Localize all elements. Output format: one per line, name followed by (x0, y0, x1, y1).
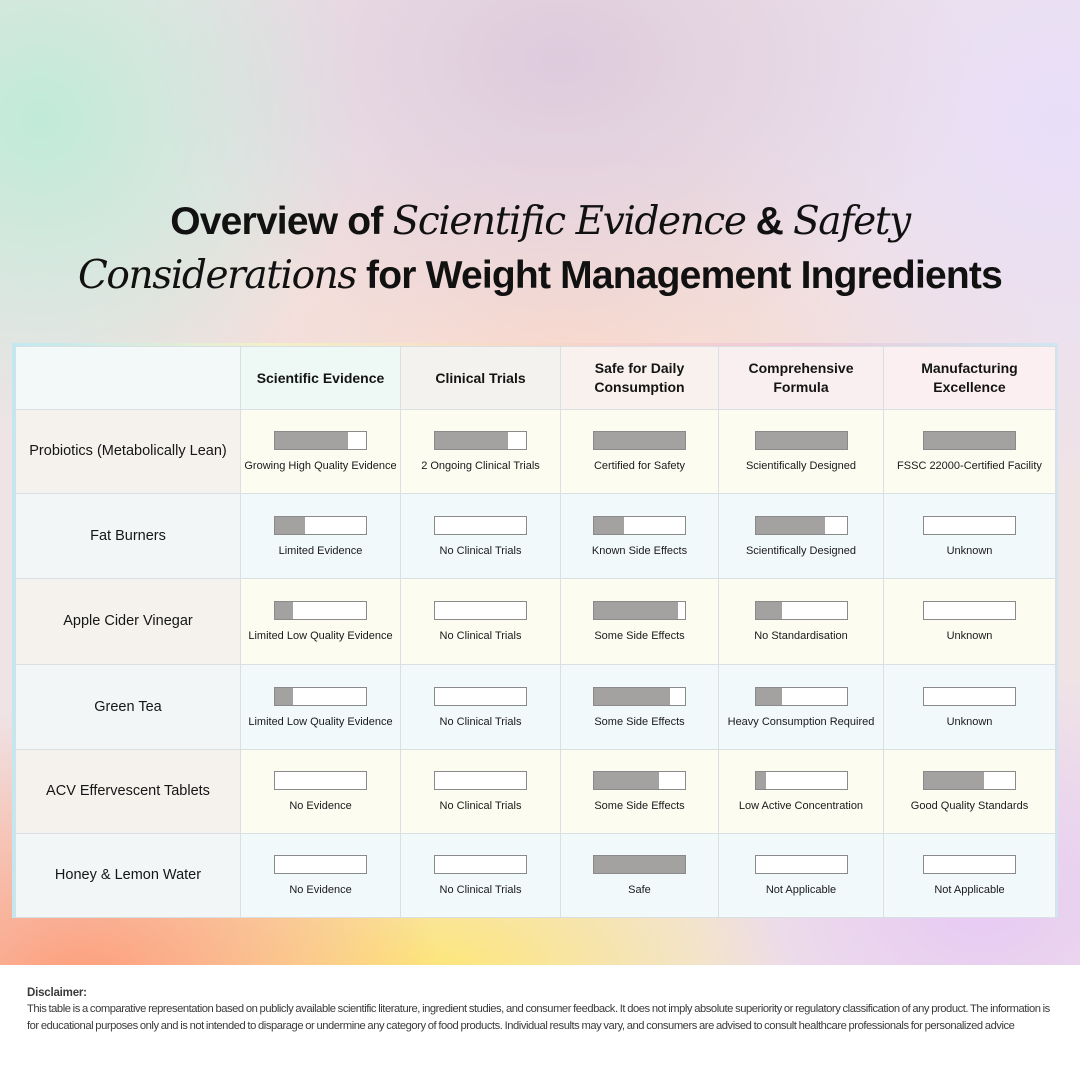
table-cell (884, 494, 1056, 579)
rating-note: Good Quality Standards (910, 800, 1029, 813)
rating-note: Heavy Consumption Required (727, 715, 875, 728)
table-cell (561, 494, 719, 579)
rating-note: Unknown (946, 544, 993, 557)
rating-bar (755, 601, 848, 620)
cell-content (561, 853, 718, 898)
title-part-scientific-evidence: Scientific Evidence (392, 199, 746, 244)
cell-content (401, 429, 560, 474)
rating-bar (593, 687, 686, 706)
table-cell (719, 834, 884, 918)
rating-bar (755, 687, 848, 706)
rating-note: Limited Low Quality Evidence (248, 630, 393, 643)
cell-content (719, 685, 883, 730)
table-cell (561, 834, 719, 918)
rating-note: Limited Evidence (278, 544, 363, 557)
table-cell (719, 750, 884, 834)
rating-bar (274, 687, 367, 706)
cell-content (884, 429, 1055, 474)
rating-note: Not Applicable (765, 884, 837, 897)
table-cell (884, 834, 1056, 918)
table-cell (241, 834, 401, 918)
disclaimer-heading: Disclaimer: (27, 987, 87, 999)
rating-note: No Standardisation (754, 630, 848, 643)
rating-note: No Clinical Trials (439, 544, 522, 557)
cell-content (401, 853, 560, 898)
rating-bar (923, 431, 1016, 450)
rating-bar (755, 855, 848, 874)
rating-bar (593, 516, 686, 535)
rating-bar (923, 855, 1016, 874)
cell-content (401, 599, 560, 644)
rating-bar (923, 601, 1016, 620)
table-cell (561, 750, 719, 834)
rating-bar-fill (435, 432, 508, 449)
table-cell (884, 750, 1056, 834)
cell-content (401, 769, 560, 814)
rating-bar-fill (275, 688, 293, 705)
rating-bar (923, 516, 1016, 535)
rating-note: No Evidence (289, 800, 352, 813)
table-cell (401, 665, 561, 750)
rating-bar-fill (275, 602, 293, 619)
rating-bar-fill (594, 688, 670, 705)
row-label: Probiotics (Metabolically Lean) (16, 410, 241, 494)
cell-content (241, 599, 400, 644)
cell-content (884, 853, 1055, 898)
cell-content (719, 514, 883, 559)
table-row (16, 665, 1056, 750)
rating-bar (593, 601, 686, 620)
rating-bar-fill (756, 432, 847, 449)
table-cell (401, 750, 561, 834)
cell-content (561, 514, 718, 559)
rating-note: Some Side Effects (594, 630, 685, 643)
rating-bar-fill (924, 772, 984, 789)
cell-content (241, 853, 400, 898)
rating-bar (274, 431, 367, 450)
title-part-overview: Overview of (170, 200, 393, 243)
rating-bar (755, 516, 848, 535)
rating-bar (434, 771, 527, 790)
table-cell (719, 410, 884, 494)
rating-bar (755, 431, 848, 450)
title-part-considerations: Considerations (77, 253, 357, 298)
column-header-clinical-trials: Clinical Trials (401, 347, 561, 410)
rating-bar (923, 771, 1016, 790)
rating-note: FSSC 22000-Certified Facility (897, 460, 1042, 473)
table-cell (884, 665, 1056, 750)
cell-content (884, 685, 1055, 730)
rating-bar-fill (275, 517, 305, 534)
cell-content (561, 769, 718, 814)
rating-bar-fill (594, 772, 659, 789)
rating-bar (434, 431, 527, 450)
table-cell (401, 494, 561, 579)
table-cell (401, 410, 561, 494)
rating-bar (434, 601, 527, 620)
row-label: Fat Burners (16, 494, 241, 579)
rating-note: Scientifically Designed (745, 460, 857, 473)
page-title (0, 195, 1080, 303)
disclaimer-section (0, 965, 1080, 1080)
rating-bar (593, 431, 686, 450)
table-cell (719, 494, 884, 579)
table-cell (401, 579, 561, 665)
rating-bar (274, 771, 367, 790)
rating-bar (593, 855, 686, 874)
cell-content (561, 685, 718, 730)
rating-note: No Clinical Trials (439, 715, 522, 728)
rating-bar-fill (924, 432, 1015, 449)
table-row (16, 834, 1056, 918)
rating-bar-fill (756, 517, 825, 534)
cell-content (241, 514, 400, 559)
rating-note: No Clinical Trials (439, 630, 522, 643)
rating-note: Some Side Effects (594, 800, 685, 813)
rating-bar-fill (594, 602, 678, 619)
table-cell (884, 579, 1056, 665)
cell-content (719, 853, 883, 898)
rating-bar (923, 687, 1016, 706)
column-header-scientific-evidence: Scientific Evidence (241, 347, 401, 410)
rating-note: 2 Ongoing Clinical Trials (421, 460, 540, 473)
rating-bar (434, 855, 527, 874)
column-header-manufacturing-excellence: Manufacturing Excellence (884, 347, 1056, 410)
table-cell (561, 410, 719, 494)
table-cell (561, 665, 719, 750)
header-corner-cell (16, 347, 241, 410)
rating-note: Not Applicable (934, 884, 1005, 897)
rating-bar-fill (594, 517, 624, 534)
table-row (16, 494, 1056, 579)
cell-content (884, 514, 1055, 559)
title-part-ampersand: & (745, 200, 793, 243)
rating-bar-fill (756, 602, 782, 619)
rating-note: Some Side Effects (594, 715, 685, 728)
cell-content (401, 514, 560, 559)
table-cell (719, 579, 884, 665)
column-header-comprehensive-formula: Comprehensive Formula (719, 347, 884, 410)
rating-bar (434, 687, 527, 706)
title-part-weight-management: for Weight Management Ingredients (356, 254, 1002, 297)
cell-content (241, 429, 400, 474)
table-header-row (16, 347, 1056, 410)
rating-note: Certified for Safety (593, 460, 686, 473)
cell-content (241, 769, 400, 814)
comparison-table (12, 343, 1058, 918)
row-label: ACV Effervescent Tablets (16, 750, 241, 834)
table-cell (884, 410, 1056, 494)
table-cell (401, 834, 561, 918)
comparison-grid (15, 346, 1056, 918)
cell-content (884, 599, 1055, 644)
disclaimer-text: This table is a comparative representation based on publicly available scientific literature, ingredient studies, and consumer feedback. It does not imply absolute superiority or regulatory classification of any product. The information is for educational purposes only and is not intended to disparage or undermine any category of food products. Individual results may vary, and consumers are advised to consult healthcare professionals for personalized advice (27, 1003, 1050, 1032)
rating-note: Scientifically Designed (745, 544, 857, 557)
rating-bar (274, 855, 367, 874)
rating-note: Known Side Effects (591, 544, 688, 557)
table-cell (241, 665, 401, 750)
table-cell (241, 579, 401, 665)
table-cell (241, 410, 401, 494)
row-label: Honey & Lemon Water (16, 834, 241, 918)
rating-note: Growing High Quality Evidence (244, 460, 397, 473)
cell-content (241, 685, 400, 730)
cell-content (719, 429, 883, 474)
cell-content (719, 769, 883, 814)
row-label: Apple Cider Vinegar (16, 579, 241, 665)
table-row (16, 410, 1056, 494)
rating-bar (434, 516, 527, 535)
rating-bar-fill (756, 688, 782, 705)
rating-bar-fill (594, 856, 685, 873)
table-body (16, 410, 1056, 918)
rating-note: No Clinical Trials (439, 800, 522, 813)
cell-content (884, 769, 1055, 814)
rating-note: No Evidence (289, 884, 352, 897)
cell-content (561, 599, 718, 644)
rating-note: Low Active Concentration (738, 800, 864, 813)
table-cell (241, 494, 401, 579)
rating-bar-fill (275, 432, 348, 449)
column-header-safe-for-daily-consumption: Safe for Daily Consumption (561, 347, 719, 410)
cell-content (561, 429, 718, 474)
rating-note: No Clinical Trials (439, 884, 522, 897)
table-cell (719, 665, 884, 750)
table-row (16, 579, 1056, 665)
rating-bar-fill (756, 772, 766, 789)
rating-bar (274, 601, 367, 620)
rating-note: Unknown (946, 715, 993, 728)
rating-bar (755, 771, 848, 790)
rating-note: Safe (628, 884, 651, 897)
table-cell (241, 750, 401, 834)
table-cell (561, 579, 719, 665)
rating-bar (593, 771, 686, 790)
cell-content (401, 685, 560, 730)
table-row (16, 750, 1056, 834)
rating-bar-fill (594, 432, 685, 449)
rating-bar (274, 516, 367, 535)
cell-content (719, 599, 883, 644)
rating-note: Limited Low Quality Evidence (248, 715, 393, 728)
title-part-safety: Safety (792, 199, 910, 244)
row-label: Green Tea (16, 665, 241, 750)
rating-note: Unknown (946, 630, 993, 643)
